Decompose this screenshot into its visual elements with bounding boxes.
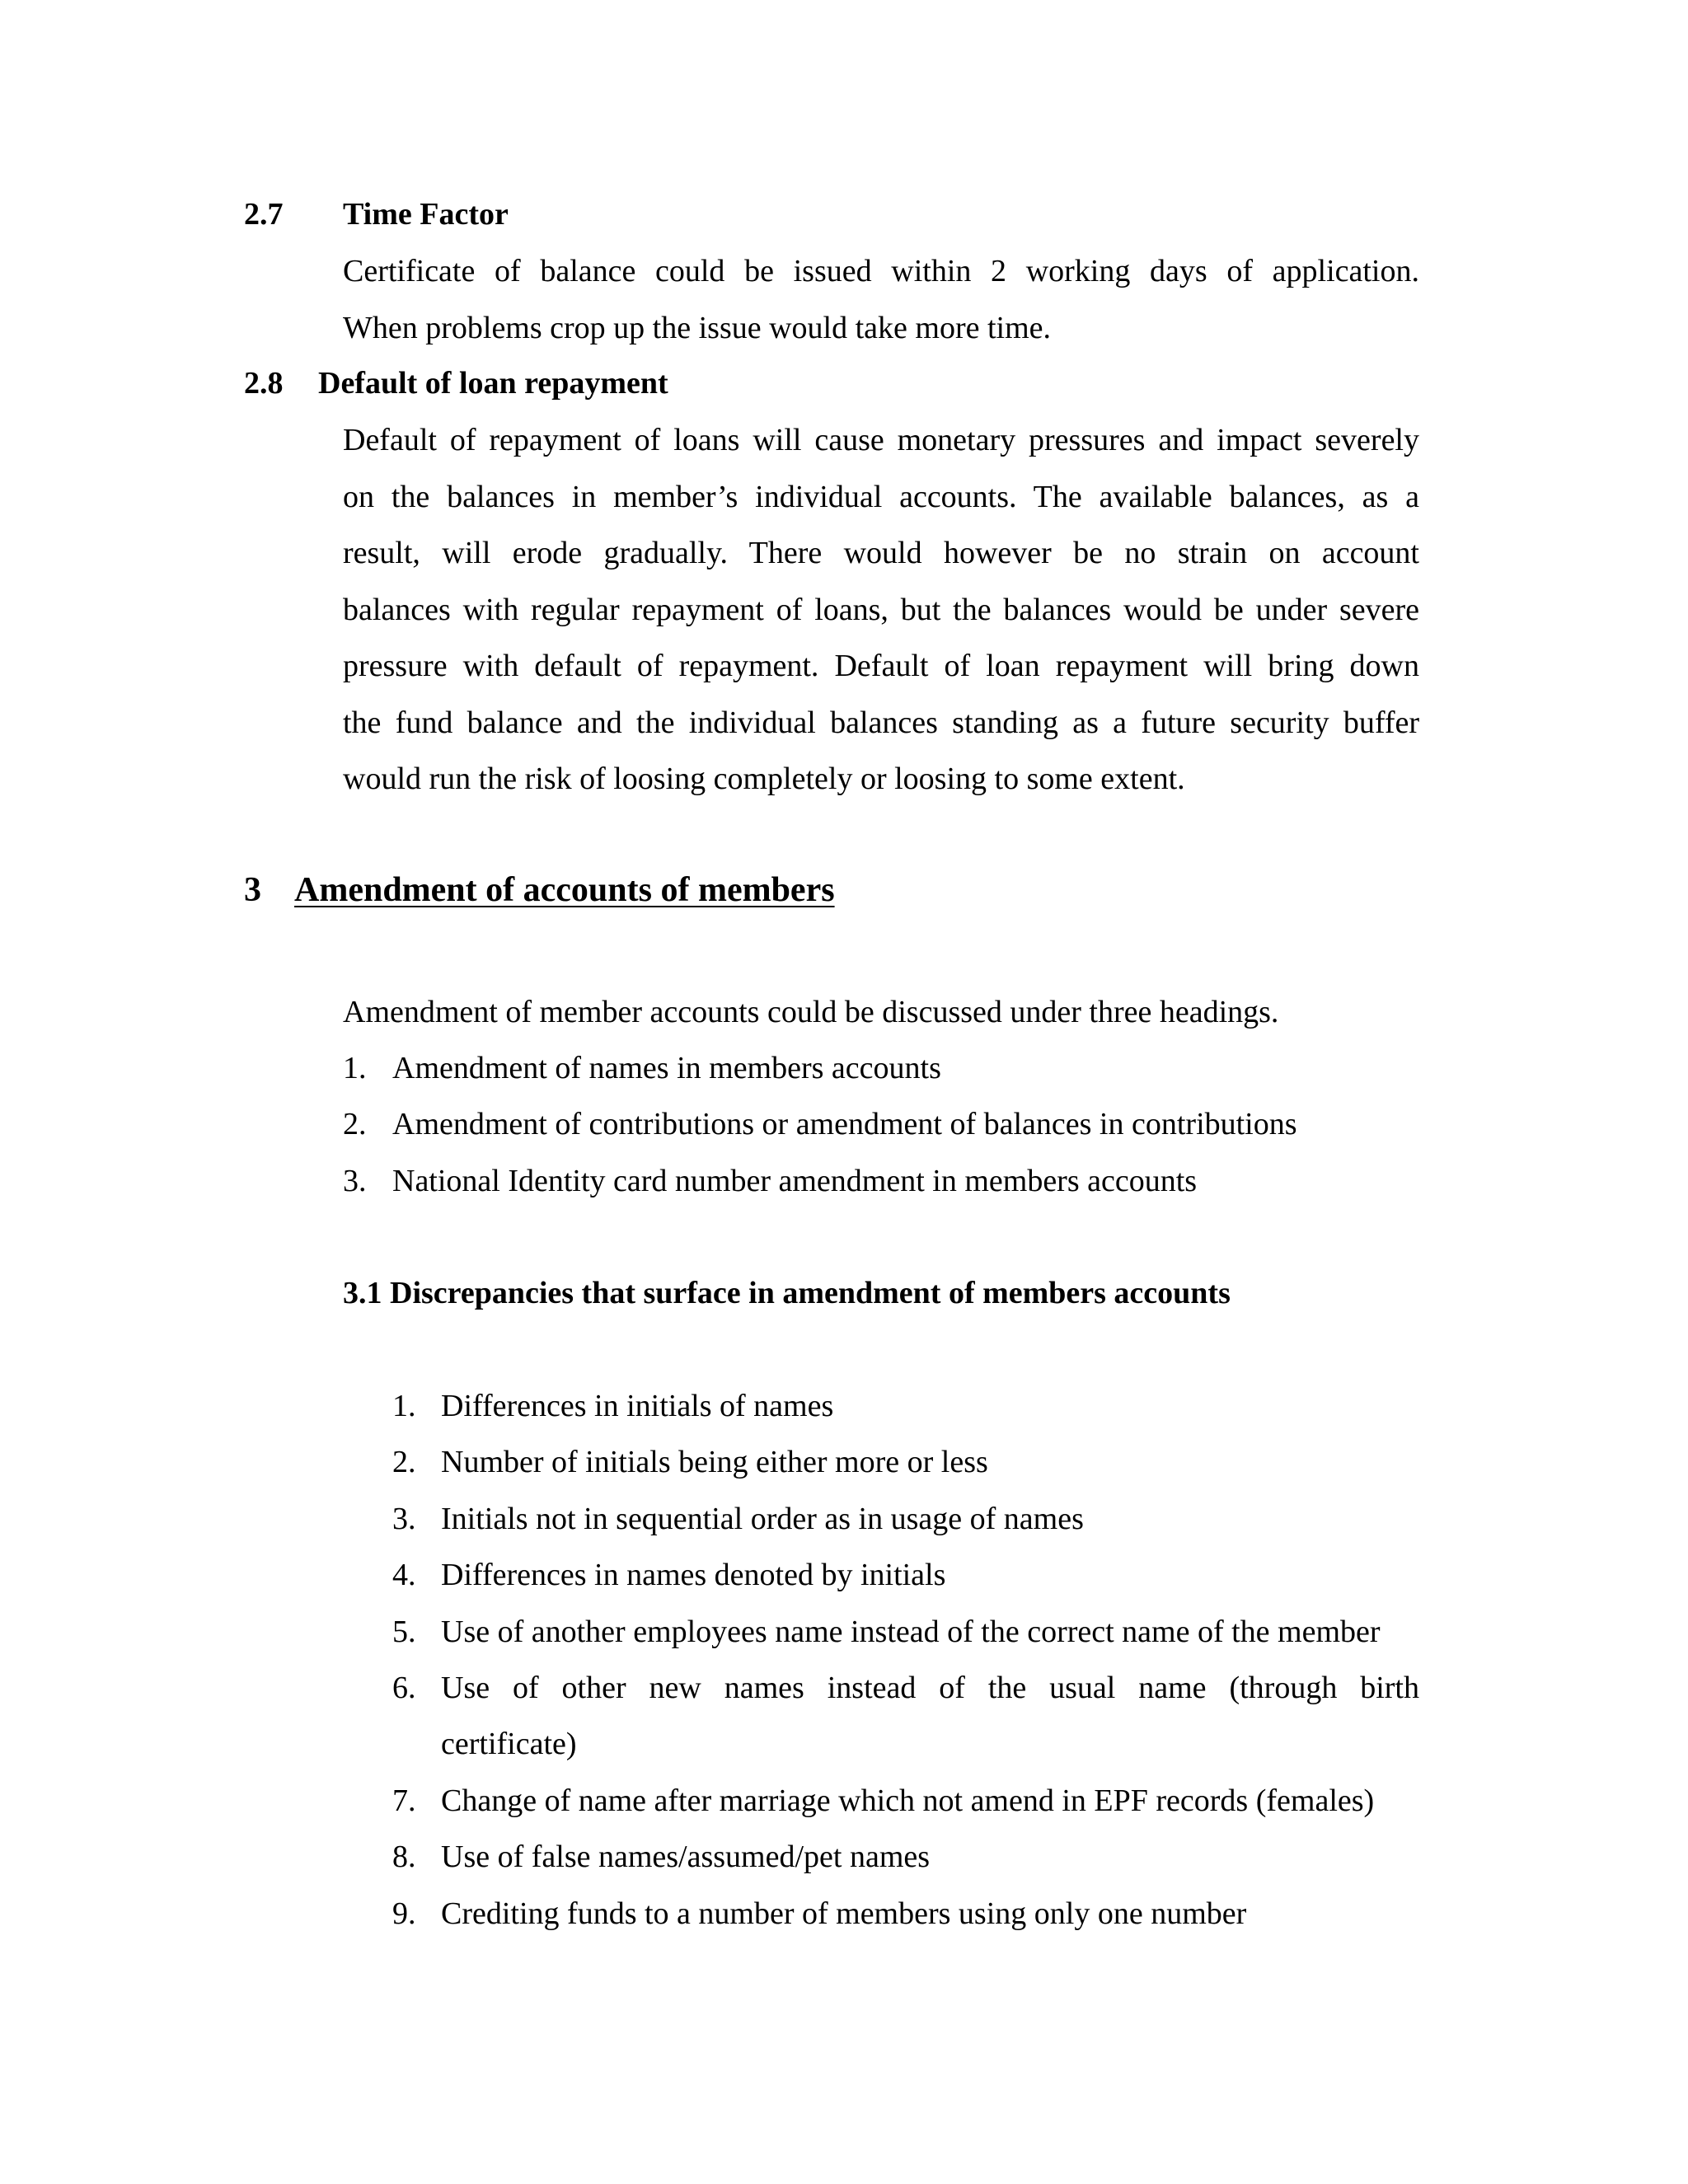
list-item-number: 2. xyxy=(392,1445,416,1479)
list-item-number: 5. xyxy=(392,1615,416,1649)
section-2-7-number: 2.7 xyxy=(244,197,284,232)
section-3-1-title: 3.1 Discrepancies that surface in amendment of members accounts xyxy=(343,1276,1231,1310)
list-item-text: Use of another employees name instead of the correct name of the member xyxy=(441,1615,1381,1649)
list-item-text: Use of other new names instead of the usual name (through birth xyxy=(441,1671,1419,1705)
list-item-number: 4. xyxy=(392,1558,416,1592)
list-item-text: Amendment of names in members accounts xyxy=(392,1051,941,1085)
list-item-text: certificate) xyxy=(441,1727,577,1761)
paragraph-line: When problems crop up the issue would take more time. xyxy=(343,310,1052,345)
paragraph-line: Certificate of balance could be issued within 2 working days of application. xyxy=(343,254,1419,288)
list-item-text: Number of initials being either more or less xyxy=(441,1445,988,1479)
section-3-title: Amendment of accounts of members xyxy=(294,871,835,909)
list-item-text: Crediting funds to a number of members using only one number xyxy=(441,1896,1247,1931)
list-item-number: 2. xyxy=(343,1107,367,1141)
paragraph-line: would run the risk of loosing completely or loosing to some extent. xyxy=(343,762,1185,796)
list-item-number: 1. xyxy=(343,1051,367,1085)
list-item-number: 6. xyxy=(392,1671,416,1705)
paragraph-line: on the balances in member’s individual accounts. The available balances, as a xyxy=(343,479,1419,514)
section-3-intro: Amendment of member accounts could be discussed under three headings. xyxy=(343,995,1279,1029)
section-2-8-paragraph xyxy=(343,412,1419,808)
list-item-text: National Identity card number amendment in members accounts xyxy=(392,1164,1198,1198)
paragraph-line: the fund balance and the individual balances standing as a future security buffer xyxy=(343,705,1419,740)
section-2-8-title: Default of loan repayment xyxy=(318,366,668,401)
section-2-8-number: 2.8 xyxy=(244,366,284,401)
paragraph-line: pressure with default of repayment. Default of loan repayment will bring down xyxy=(343,649,1419,683)
list-item-number: 1. xyxy=(392,1389,416,1423)
list-item-number: 3. xyxy=(343,1164,367,1198)
paragraph-line: balances with regular repayment of loans, but the balances would be under severe xyxy=(343,592,1419,627)
paragraph-line: Default of repayment of loans will cause monetary pressures and impact severely xyxy=(343,423,1419,457)
list-item-number: 3. xyxy=(392,1502,416,1536)
section-2-7-paragraph xyxy=(343,243,1419,356)
list-item-number: 8. xyxy=(392,1840,416,1874)
list-item-text: Initials not in sequential order as in usage of names xyxy=(441,1502,1084,1536)
list-item-text: Differences in initials of names xyxy=(441,1389,834,1423)
list-item-text: Differences in names denoted by initials xyxy=(441,1558,946,1592)
list-item-number: 9. xyxy=(392,1896,416,1931)
list-item-text: Change of name after marriage which not amend in EPF records (females) xyxy=(441,1783,1375,1818)
paragraph-line: result, will erode gradually. There would however be no strain on account xyxy=(343,536,1419,570)
section-2-7-title: Time Factor xyxy=(343,197,509,232)
section-3-number: 3 xyxy=(244,871,261,909)
list-item-number: 7. xyxy=(392,1783,416,1818)
list-item-text: Amendment of contributions or amendment of balances in contributions xyxy=(392,1107,1297,1141)
list-item-text: Use of false names/assumed/pet names xyxy=(441,1840,931,1874)
